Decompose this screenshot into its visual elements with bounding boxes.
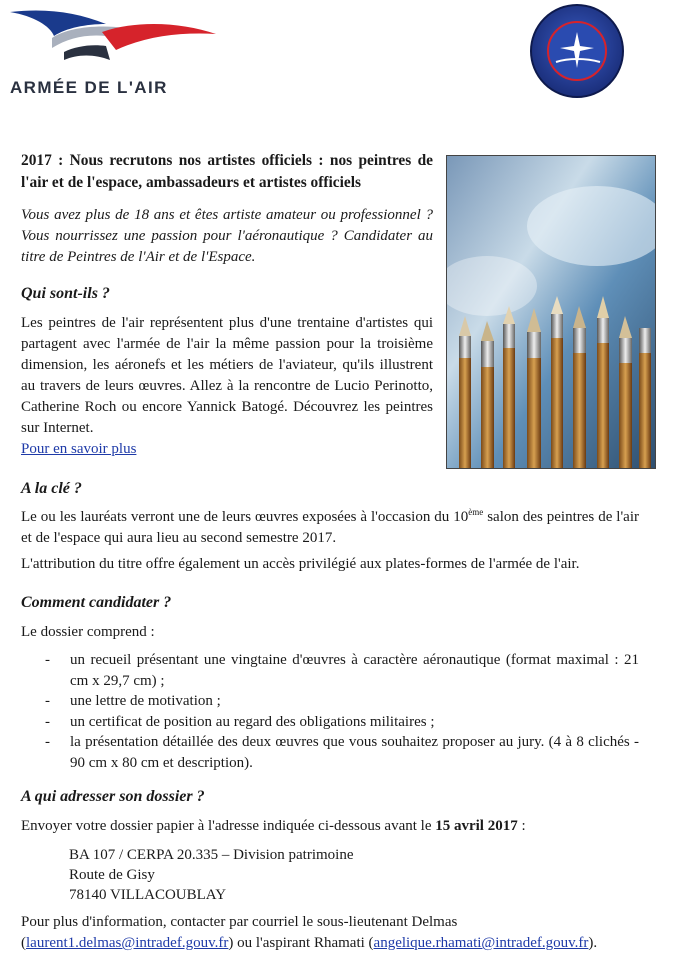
contact-text: Pour plus d'information, contacter par courriel le sous-lieutenant Delmas (laurent1.delmas@intradef.gouv.fr) ou l'aspirant Rhamati (angelique.rhamati@intradef.gouv.fr). xyxy=(21,914,598,951)
logo-text: ARMÉE DE L'AIR xyxy=(10,78,168,97)
intro-text: Vous avez plus de 18 ans et êtes artiste amateur ou professionnel ? Vous nourrissez une passion pour l'aéronautique ? Candidater au titre de Peintres de l'Air et de l'Espace. xyxy=(21,207,433,265)
email-link-delmas[interactable]: laurent1.delmas@intradef.gouv.fr xyxy=(26,935,229,951)
section-title-apply: Comment candidater ? xyxy=(21,594,172,611)
address-line: BA 107 / CERPA 20.335 – Division patrimoine xyxy=(69,847,354,863)
deadline: 15 avril 2017 xyxy=(435,818,518,834)
key-text: Le ou les lauréats verront une de leurs œuvres exposées à l'occasion du 10ème salon des peintres de l'air et de l'espace qui aura lieu au second semestre 2017. xyxy=(21,507,639,546)
list-item: - un certificat de position au regard des obligations militaires ; xyxy=(45,713,435,730)
superscript: ème xyxy=(468,507,484,517)
armee-de-lair-logo xyxy=(6,2,216,100)
section-title-who: Qui sont-ils ? xyxy=(21,285,110,302)
list-item: - la présentation détaillée des deux œuvres que vous souhaitez proposer au jury. (4 à 8 clichés - 90 cm x 80 cm et description). xyxy=(45,734,639,771)
peintres-officiels-seal xyxy=(528,2,626,100)
learn-more-link[interactable]: Pour en savoir plus xyxy=(21,441,137,457)
section-title-key: A la clé ? xyxy=(21,480,82,497)
postal-address xyxy=(69,845,353,905)
wing-emblem-icon xyxy=(6,2,216,82)
page-headline: 2017 : Nous recrutons nos artistes officiels : nos peintres de l'air et de l'espace, ambassadeurs et artistes officiels xyxy=(21,152,433,191)
paintbrushes-photo xyxy=(446,155,656,469)
email-link-rhamati[interactable]: angelique.rhamati@intradef.gouv.fr xyxy=(373,935,589,951)
list-item: - une lettre de motivation ; xyxy=(45,693,221,709)
apply-intro: Le dossier comprend : xyxy=(21,624,155,640)
who-text: Les peintres de l'air représentent plus d'une trentaine d'artistes qui partagent avec l'armée de l'air la même passion pour la troisième dimension, les aéronefs et les métiers de l'aviateur, qu'ils illustrent au travers de leurs œuvres. Allez à la rencontre de Lucio Perinotto, Catherine Roch ou encore Yannick Batogé. Découvrez les peintres sur Internet. xyxy=(21,315,433,436)
address-line: 78140 VILLACOUBLAY xyxy=(69,887,227,903)
requirements-list xyxy=(21,650,639,773)
list-item: - un recueil présentant une vingtaine d'œuvres à caractère aéronautique (format maximal : 21 cm x 29,7 cm) ; xyxy=(45,652,639,689)
key-text-2: L'attribution du titre offre également un accès privilégié aux plates-formes de l'armée de l'air. xyxy=(21,556,580,572)
section-title-address: A qui adresser son dossier ? xyxy=(21,788,205,805)
address-line: Route de Gisy xyxy=(69,867,155,883)
address-intro: Envoyer votre dossier papier à l'adresse indiquée ci-dessous avant le 15 avril 2017 : xyxy=(21,818,526,834)
